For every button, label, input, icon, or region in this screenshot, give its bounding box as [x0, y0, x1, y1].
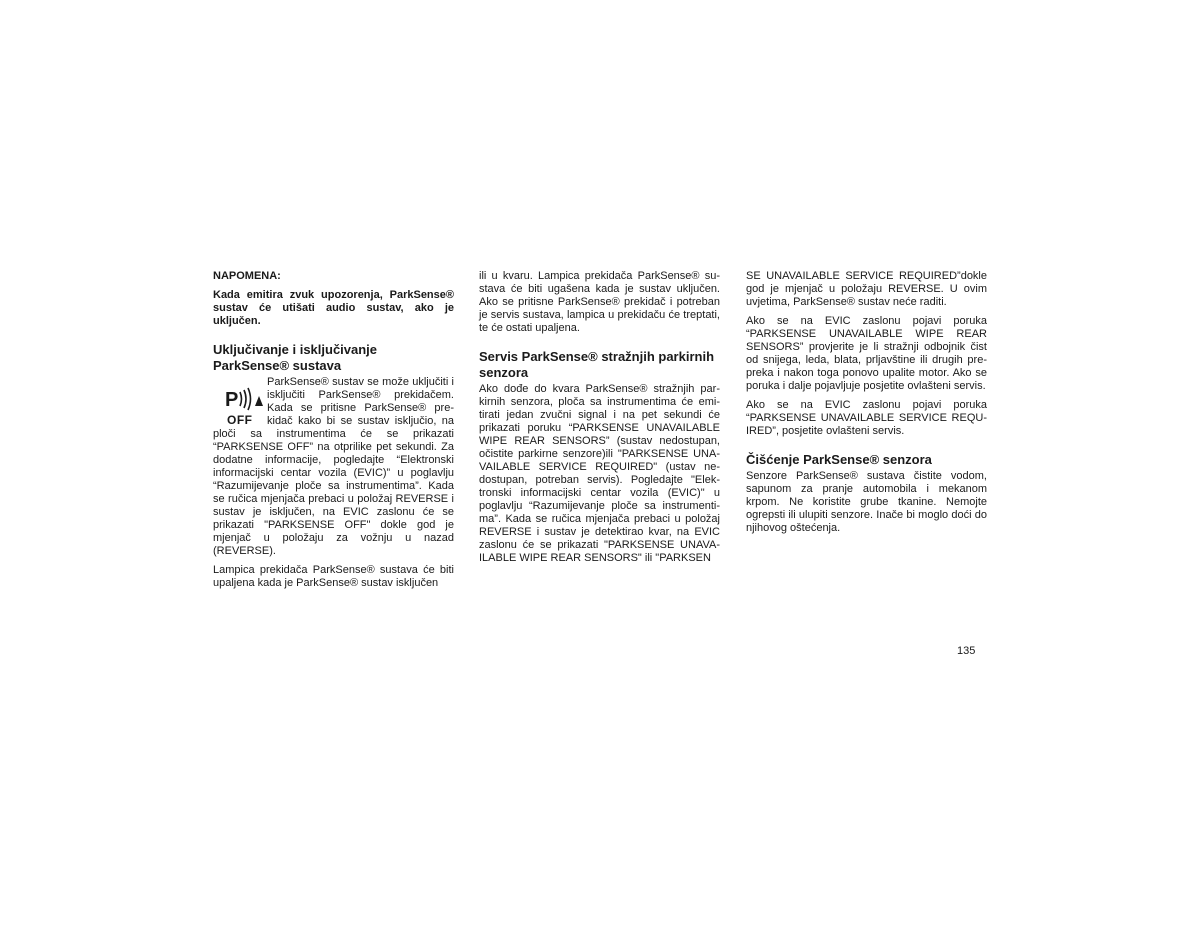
paragraph: Ako dođe do kvara ParkSense® stražnjih parkirnih senzora, ploča sa instrumentima će emitirati jedan zvučni signal i na pet sekundi će prikazati poruku “PARKSENSE UNAVAILABLE WIPE REAR SENSORS” (sustav nedostupan, očistite parkirne senzore)ili "PARKSENSE UNAVAILABLE SERVICE REQUIRED" (ustav nedostupan, potreban servis). Pogledajte "Elektronski informacijski centar vozila (EVIC)" u poglavlju “Razumijevanje ploče sa instrumentima”. Kada se ručica mjenjača prebaci u položaj REVERSE i sustav je detektirao kvar, na EVIC zaslonu će se prikazati "PARKSENSE UNAVAILABLE WIPE REAR SENSORS" ili "PARKSEN [479, 383, 720, 564]
svg-text:P: P [225, 389, 239, 411]
column-middle [479, 270, 720, 571]
page-number: 135 [957, 645, 976, 657]
paragraph: ili u kvaru. Lampica prekidača ParkSense® sustava će biti ugašena kada je sustav uključen. Ako se pritisne ParkSense® prekidač i potreban je servis sustava, lampica u prekidaču će treptati, te će ostati upaljena. [479, 270, 720, 334]
parksense-off-icon [213, 382, 265, 426]
column-left [213, 270, 454, 596]
note-label: NAPOMENA: [213, 270, 281, 282]
paragraph: SE UNAVAILABLE SERVICE REQUIRED”dokle god je mjenjač u položaju REVERSE. U ovim uvjetima, ParkSense® sustav neće raditi. [746, 270, 987, 308]
section-heading-service: Servis ParkSense® stražnjih parkirnih senzora [479, 349, 715, 380]
note-text: Kada emitira zvuk upozorenja, ParkSense® sustav će utišati audio sustav, ako je uključen. [213, 289, 454, 327]
section-heading-toggle: Uključivanje i isključivanje ParkSense® sustava [213, 342, 378, 373]
paragraph: Lampica prekidača ParkSense® sustava će biti upaljena kada je ParkSense® sustav isključen [213, 564, 454, 589]
section-heading-cleaning: Čišćenje ParkSense® senzora [746, 452, 932, 467]
icon-off-label: OFF [227, 413, 253, 427]
paragraph: Ako se na EVIC zaslonu pojavi poruka “PARKSENSE UNAVAILABLE WIPE REAR SENSORS” provjerite je li stražnji odbojnik čist od snijega, leda, blata, prljavštine ili drugih prepreka i nakon toga ponovo upalite motor. Ako se poruka i dalje pojavljuje posjetite ovlašteni servis. [746, 315, 987, 392]
paragraph: Ako se na EVIC zaslonu pojavi poruka “PARKSENSE UNAVAILABLE SERVICE REQUIRED”, posjetite ovlašteni servis. [746, 399, 987, 437]
paragraph: ParkSense® sustav se može uključiti i isključiti ParkSense® prekidačem. Kada se pritisne ParkSense® prekidač kako bi se sustav isključio, na ploči sa instrumentima će se prikazati “PARKSENSE OFF” na otprilike pet sekundi. Za dodatne informacije, pogledajte “Elektronski informacijski centar vozila (EVIC)” u poglavlju “Razumijevanje ploče sa instrumentima”. Kada se ručica mjenjača prebaci u položaj REVERSE i sustav je isključen, na EVIC zaslonu će se prikazati "PARKSENSE OFF" dokle god je mjenjač u položaju za vožnju u nazad (REVERSE). [213, 376, 454, 557]
paragraph: Senzore ParkSense® sustava čistite vodom, sapunom za pranje automobila i mekanom krpom. Ne koristite grube tkanine. Nemojte ogrepsti ili ulupiti senzore. Inače bi moglo doći do njihovog oštećenja. [746, 470, 987, 534]
column-right [746, 270, 987, 541]
